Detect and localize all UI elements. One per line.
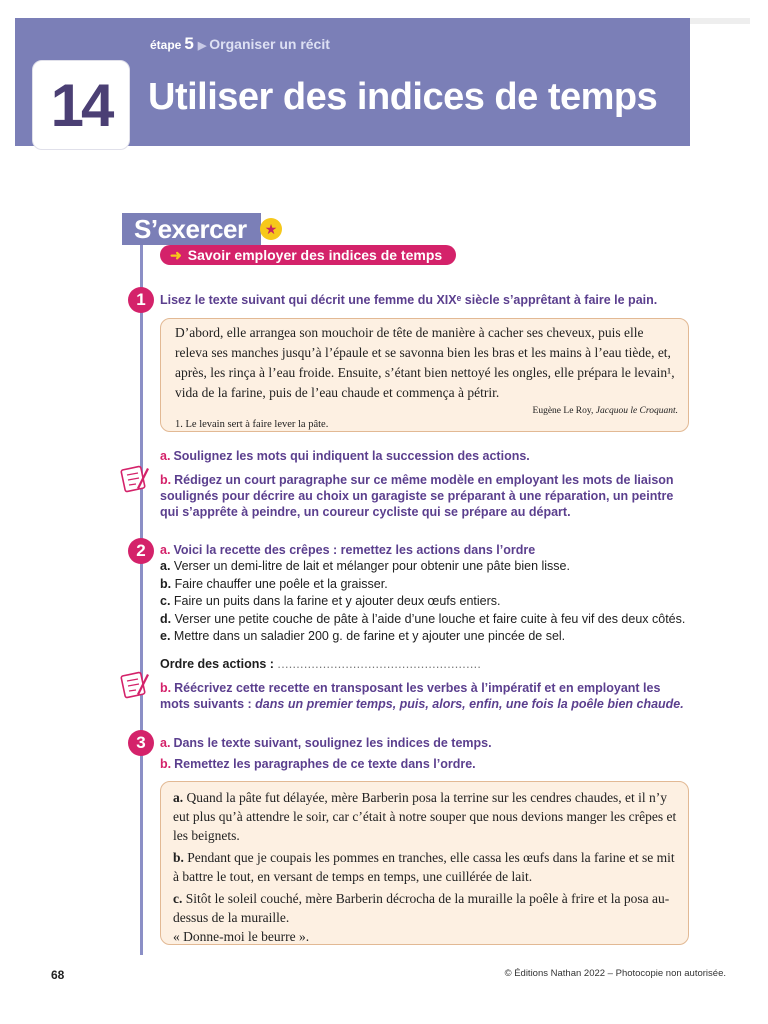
exercise-1b xyxy=(160,472,685,520)
chapter-number: 14 xyxy=(50,71,112,139)
chapter-number-box xyxy=(32,60,130,150)
exercise-2a-text: Voici la recette des crêpes : remettez les actions dans l’ordre xyxy=(173,543,536,557)
exercise-2b-text: Réécrivez cette recette en transposant les verbes à l’impératif et en employant les mots suivants : xyxy=(160,681,661,711)
list-item: d. Verser une petite couche de pâte à l’aide d’une louche et faire cuite à feu vif des deux côtés. xyxy=(160,611,686,626)
exercise-1-text: D’abord, elle arrangea son mouchoir de tête de manière à cacher ses cheveux, puis elle releva ses manches jusqu’à l’épaule et se savonna bien les bras et les mains à l’eau tiède, et, après, les rinça à l’eau froide. Ensuite, s’étant bien nettoyé les ongles, elle prépara le levain¹, vida de la farine, puis de l’eau chaude et commença à pétrir. xyxy=(175,325,675,400)
exercise-3a xyxy=(160,735,680,751)
exercise-3b xyxy=(160,756,680,772)
quote: « Donne-moi le beurre ». xyxy=(173,929,310,944)
exercise-3b-text: Remettez les paragraphes de ce texte dans l’ordre. xyxy=(174,757,476,771)
exercise-1a xyxy=(160,448,680,464)
step-title: Organiser un récit xyxy=(209,36,330,52)
exercise-1b-label: b. xyxy=(160,473,172,487)
exercise-2a xyxy=(160,542,680,558)
exercise-3-textbox xyxy=(160,781,689,945)
exercise-3a-text: Dans le texte suivant, soulignez les indices de temps. xyxy=(173,736,492,750)
order-label: Ordre des actions : xyxy=(160,657,274,671)
exercise-2a-label: a. xyxy=(160,543,171,557)
writing-pen-icon xyxy=(120,668,150,700)
exercise-2b-label: b. xyxy=(160,681,172,695)
step-breadcrumb xyxy=(150,34,330,54)
source-title: Jacquou le Croquant. xyxy=(595,406,678,416)
list-item: e. Mettre dans un saladier 200 g. de farine et y ajouter une pincée de sel. xyxy=(160,629,566,643)
exercise-1-footnote: 1. Le levain sert à faire lever la pâte. xyxy=(175,419,329,430)
exercise-1a-text: Soulignez les mots qui indiquent la succession des actions. xyxy=(173,449,530,463)
list-item: c. Faire un puits dans la farine et y ajouter deux œufs entiers. xyxy=(160,594,501,608)
list-item: a. Verser un demi-litre de lait et mélanger pour obtenir une pâte bien lisse. xyxy=(160,559,570,573)
writing-pen-icon xyxy=(120,462,150,494)
skill-pill xyxy=(160,245,456,265)
page-number: 68 xyxy=(51,968,65,982)
exercise-1a-label: a. xyxy=(160,449,171,463)
exercise-1-textbox xyxy=(160,318,689,432)
exercise-1-instruction: Lisez le texte suivant qui décrit une femme du XIXᵉ siècle s’apprêtant à faire le pain. xyxy=(160,293,658,307)
margin-line xyxy=(140,245,143,955)
exercise-3-number: 3 xyxy=(128,730,154,756)
step-word: étape xyxy=(150,38,182,52)
source-author: Eugène Le Roy, xyxy=(532,406,594,416)
step-number: 5 xyxy=(184,34,194,53)
recipe-steps-list xyxy=(160,558,685,646)
skill-label: Savoir employer des indices de temps xyxy=(187,247,443,263)
exercise-3a-label: a. xyxy=(160,736,171,750)
page-title: Utiliser des indices de temps xyxy=(148,76,658,118)
paragraph: a. Quand la pâte fut délayée, mère Barberin posa la terrine sur les cendres chaudes, et il n’y eut plus qu’à attendre le soir, car c’était à notre souper que nous devions manger les crêpes et les beignets. xyxy=(173,790,677,843)
exercise-3b-label: b. xyxy=(160,757,172,771)
exercise-2-number: 2 xyxy=(128,538,154,564)
paragraph: c. Sitôt le soleil couché, mère Barberin décrocha de la muraille la poêle à frire et la posa au-dessus de la muraille. xyxy=(173,891,670,925)
paragraph: b. Pendant que je coupais les pommes en tranches, elle cassa les œufs dans la farine et se mit à battre le tout, en versant de temps en temps, une cuillérée de lait. xyxy=(173,850,675,884)
play-arrow-icon: ▶ xyxy=(197,40,207,52)
order-answer-line[interactable] xyxy=(160,657,481,671)
header-shadow xyxy=(690,18,750,24)
exercise-2b-words: dans un premier temps, puis, alors, enfin, une fois la poêle bien chaude. xyxy=(255,697,684,711)
list-item: b. Faire chauffer une poêle et la graisser. xyxy=(160,576,388,591)
exercise-1b-text: Rédigez un court paragraphe sur ce même modèle en employant les mots de liaison soulignés pour décrire au choix un garagiste se préparant à une réparation, un peintre qui s’apprête à peindre, un coureur cycliste qui se prépare au départ. xyxy=(160,473,674,519)
exercise-1-source xyxy=(175,404,678,418)
copyright: © Éditions Nathan 2022 – Photocopie non autorisée. xyxy=(504,968,726,979)
order-dots: ...................................................... xyxy=(277,657,482,671)
exercise-1-number: 1 xyxy=(128,287,154,313)
star-icon: ★ xyxy=(260,218,282,240)
exercise-2b xyxy=(160,680,688,712)
arrow-right-icon: ➜ xyxy=(170,247,182,263)
section-tab: S’exercer xyxy=(122,213,261,245)
